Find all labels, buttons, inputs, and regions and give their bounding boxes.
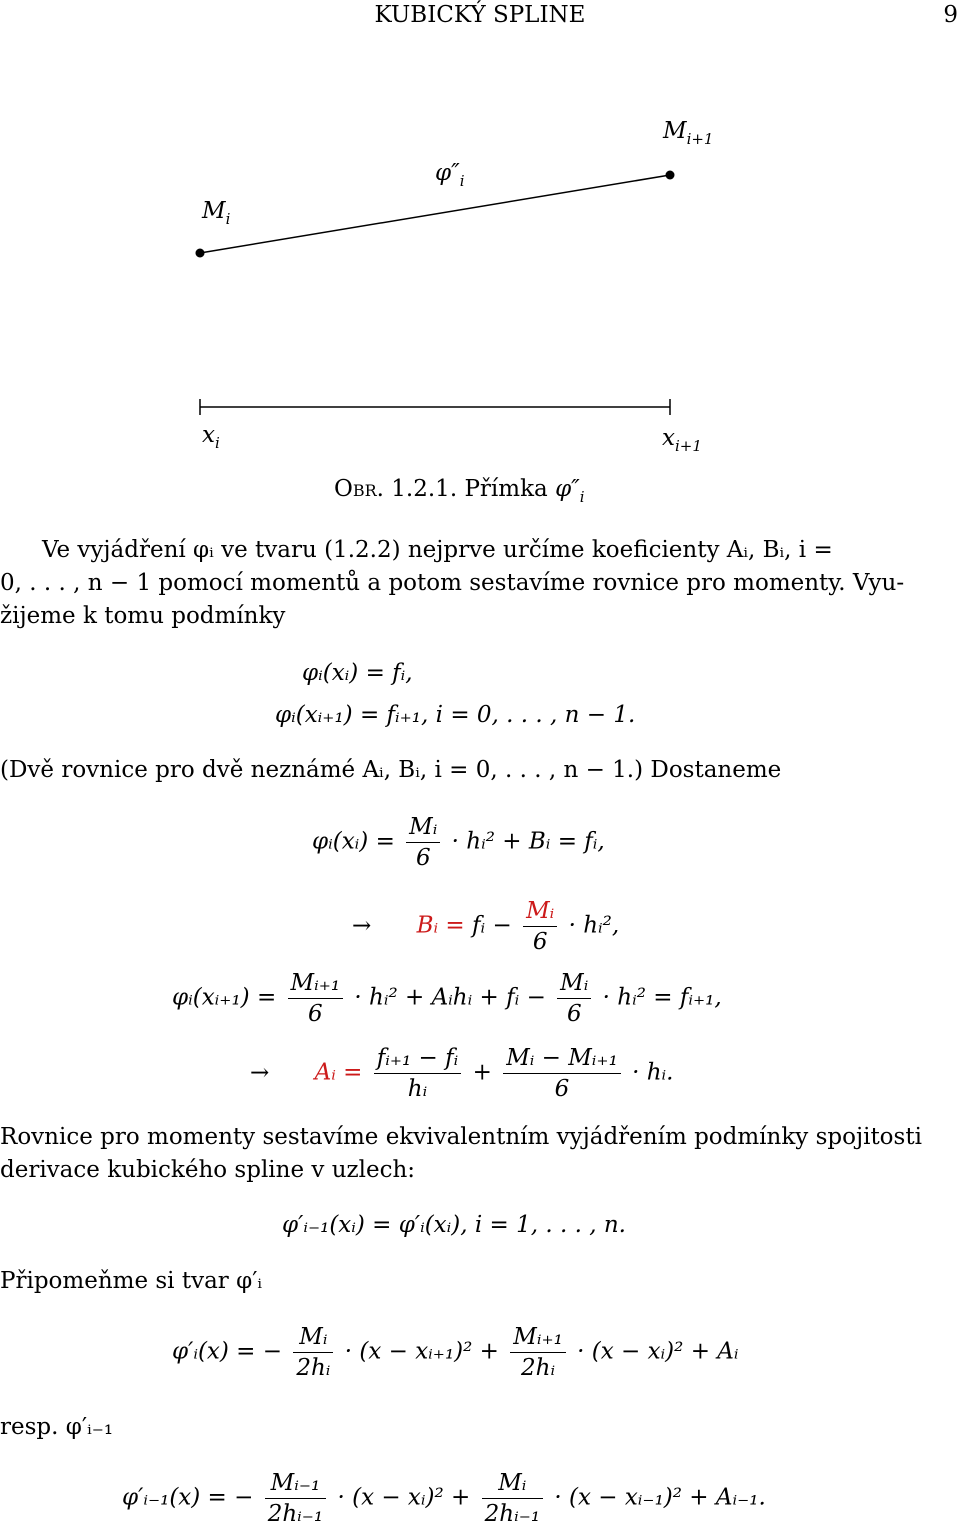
label-M-i1: $M_{i+1}$ [663,118,714,148]
eq4-left: Aᵢ = [314,1059,363,1086]
equation-6 [172,1322,739,1383]
label-x-i: $x_i$ [202,422,220,452]
eq3-left: φᵢ(xᵢ₊₁) = [172,984,277,1011]
eq3-right: · hᵢ² = fᵢ₊₁, [602,984,722,1011]
eq6-right: · (x − xᵢ)² + Aᵢ [577,1338,739,1365]
reminder-text: Připomeňme si tvar φ′ᵢ [0,1268,263,1294]
eq4-fraction-1: $\frac{\text{fᵢ₊₁ − fᵢ}}{\text{hᵢ}}$ [374,1043,462,1104]
eq2-fraction: $\frac{\text{Mᵢ}}{6}$ [523,896,557,957]
eq3-mid: · hᵢ² + Aᵢhᵢ + fᵢ − [354,984,546,1011]
eq3-fraction-2: $\frac{\text{Mᵢ}}{6}$ [557,968,591,1029]
para3-line2: derivace kubického spline v uzlech: [0,1157,416,1183]
paragraph-3 [0,1121,960,1187]
para1-line1: Ve vyjádření φᵢ ve tvaru (1.2.2) nejprve určíme koeficienty Aᵢ, Bᵢ, i = [42,537,833,563]
condition-2: φᵢ(xᵢ₊₁) = fᵢ₊₁, i = 0, . . . , n − 1. [275,702,636,728]
caption-symbol: $\varphi''_i$ [555,476,585,506]
condition-1: φᵢ(xᵢ) = fᵢ, [302,660,413,686]
equation-7 [122,1468,766,1529]
page-number: 9 [943,2,958,28]
paragraph-2: (Dvě rovnice pro dvě neznámé Aᵢ, Bᵢ, i = 0, . . . , n − 1.) Dostaneme [0,757,782,783]
equation-1 [312,812,605,873]
label-x-i1: $x_{i+1}$ [662,425,702,455]
eq4-fraction-2: $\frac{\text{Mᵢ − Mᵢ₊₁}}{6}$ [503,1043,621,1104]
label-phi-double-prime: $\varphi''_i$ [435,160,465,190]
point-M-i [196,249,205,258]
eq6-fraction-1: $\frac{\text{Mᵢ}}{\text{2hᵢ}}$ [293,1322,333,1383]
caption-text: Přímka [464,476,548,502]
eq1-left: φᵢ(xᵢ) = [312,828,395,855]
caption-number: 1.2.1. [391,476,458,502]
paragraph-1 [0,534,960,633]
page-header-title: KUBICKÝ SPLINE [374,2,586,28]
eq6-fraction-2: $\frac{\text{Mᵢ₊₁}}{\text{2hᵢ}}$ [510,1322,566,1383]
para3-line1: Rovnice pro momenty sestavíme ekvivalentním vyjádřením podmínky spojitosti [0,1124,922,1150]
eq7-right: · (x − xᵢ₋₁)² + Aᵢ₋₁. [554,1484,766,1511]
figure-caption [334,476,585,506]
eq2-fi: fᵢ − [472,912,512,939]
point-M-i1 [666,171,675,180]
para1-line2: 0, . . . , n − 1 pomocí momentů a potom sestavíme rovnice pro momenty. Vyu- [0,570,905,596]
equation-3 [172,968,722,1029]
eq4-arrow: → [250,1059,270,1086]
eq2-arrow: → [352,912,372,939]
equation-4 [250,1043,673,1104]
eq6-left: φ′ᵢ(x) = − [172,1338,283,1365]
equation-2 [352,896,619,957]
eq7-fraction-1: $\frac{\text{Mᵢ₋₁}}{\text{2hᵢ₋₁}}$ [265,1468,326,1529]
eq2-right: · hᵢ², [568,912,620,939]
label-M-i: $M_i$ [202,198,231,228]
eq4-plus: + [472,1059,492,1086]
equation-5: φ′ᵢ₋₁(xᵢ) = φ′ᵢ(xᵢ), i = 1, . . . , n. [282,1212,626,1238]
figure-line-diagram [0,0,960,470]
eq7-fraction-2: $\frac{\text{Mᵢ}}{\text{2hᵢ₋₁}}$ [482,1468,543,1529]
eq3-fraction-1: $\frac{\text{Mᵢ₊₁}}{6}$ [288,968,344,1029]
eq4-right: · hᵢ. [632,1059,674,1086]
resp-text: resp. φ′ᵢ₋₁ [0,1414,114,1440]
para1-line3: žijeme k tomu podmínky [0,603,286,629]
eq1-right: · hᵢ² + Bᵢ = fᵢ, [451,828,605,855]
eq2-left: Bᵢ = [416,912,465,939]
eq7-mid: · (x − xᵢ)² + [337,1484,471,1511]
eq7-left: φ′ᵢ₋₁(x) = − [122,1484,254,1511]
eq6-mid: · (x − xᵢ₊₁)² + [344,1338,499,1365]
eq1-fraction: $\frac{\text{Mᵢ}}{6}$ [406,812,440,873]
caption-prefix: Obr. [334,476,384,502]
